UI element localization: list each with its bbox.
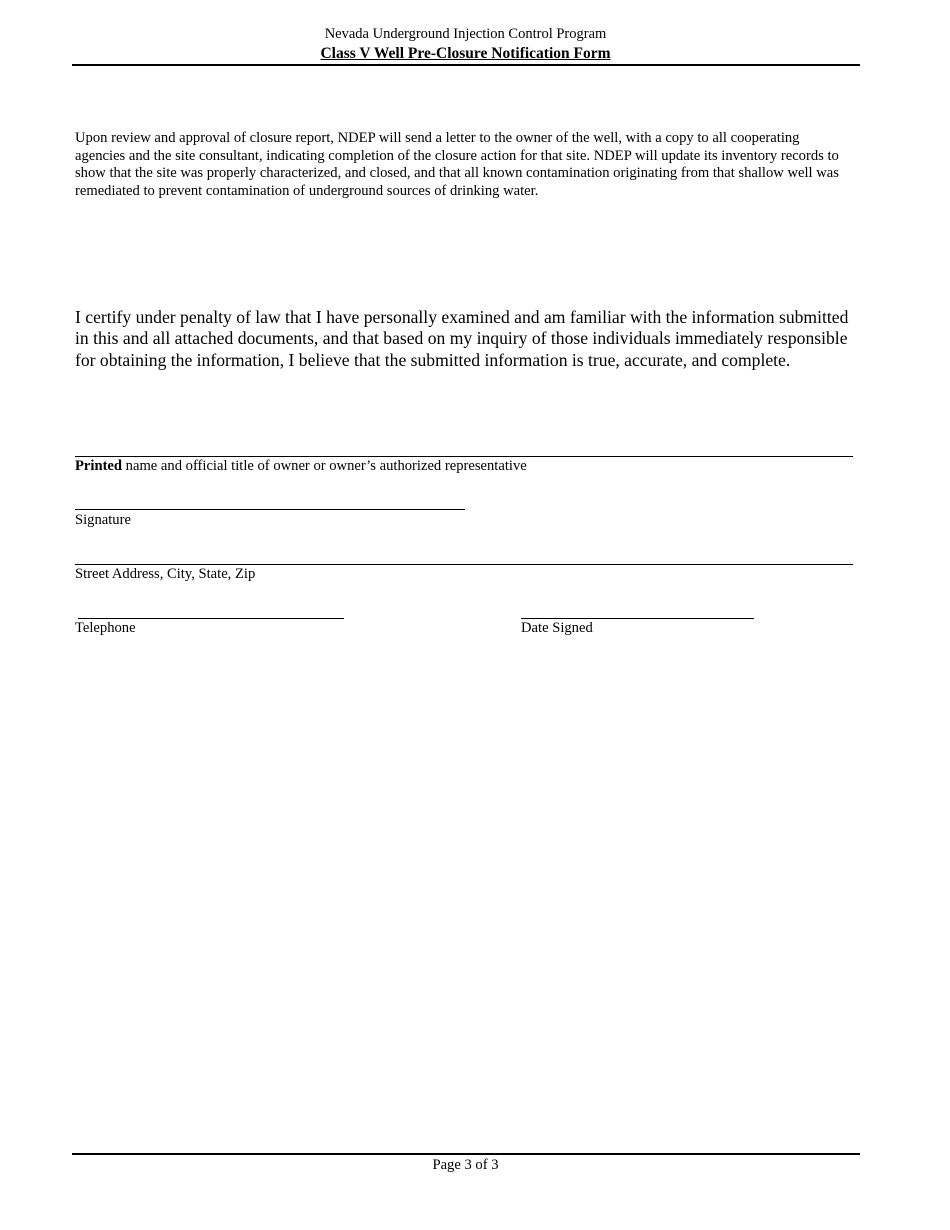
signature-line[interactable]: [75, 509, 465, 510]
date-signed-line[interactable]: [521, 618, 754, 619]
address-line[interactable]: [75, 564, 853, 565]
certification-statement: I certify under penalty of law that I have personally examined and am familiar with the information submitted in this and all attached documents, and that based on my inquiry of those individuals immediately responsible for obtaining the information, I believe that the submitted information is true, accurate, and complete.: [75, 307, 849, 370]
address-label: Street Address, City, State, Zip: [75, 566, 256, 582]
header-rule: [72, 64, 860, 66]
page-number: Page 3 of 3: [432, 1157, 499, 1173]
printed-name-label: [75, 458, 527, 475]
program-name: Nevada Underground Injection Control Program: [324, 26, 607, 42]
signature-label: Signature: [75, 512, 131, 528]
printed-name-label-bold: Printed: [75, 458, 123, 474]
telephone-line[interactable]: [78, 618, 344, 619]
form-title: Class V Well Pre-Closure Notification Form: [320, 45, 611, 62]
date-signed-label: Date Signed: [521, 620, 593, 636]
telephone-label: Telephone: [75, 620, 136, 636]
printed-name-line[interactable]: [75, 456, 853, 457]
footer-rule: [72, 1153, 860, 1155]
printed-name-label-rest: name and official title of owner or owner’s authorized representative: [122, 458, 527, 474]
closure-paragraph: Upon review and approval of closure report, NDEP will send a letter to the owner of the well, with a copy to all cooperating agencies and the site consultant, indicating completion of the closure action for that site. NDEP will update its inventory records to show that the site was properly characterized, and closed, and that all known contamination originating from that shallow well was remediated to prevent contamination of underground sources of drinking water.: [75, 130, 839, 199]
